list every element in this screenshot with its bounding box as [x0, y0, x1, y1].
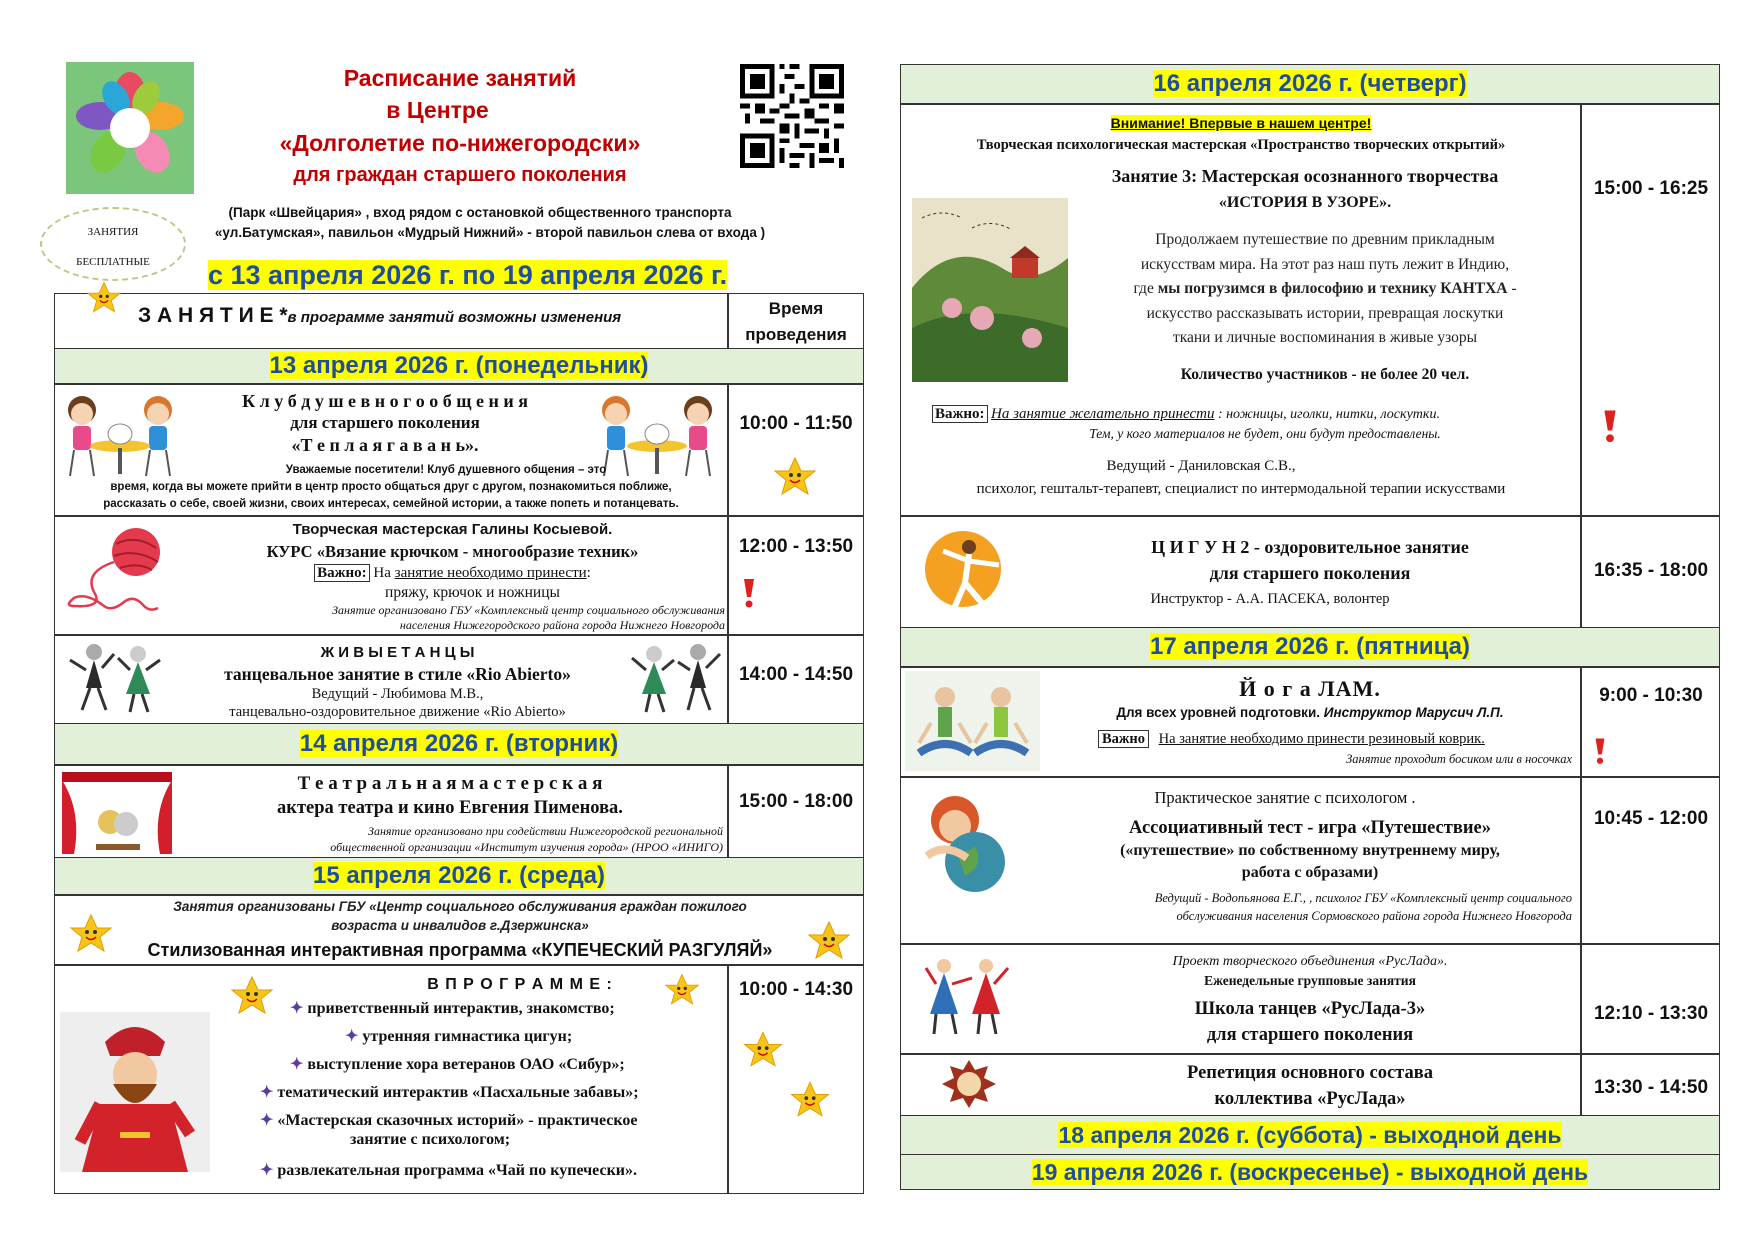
qigong-illustration — [913, 523, 1025, 618]
free-badge-line-2: БЕСПЛАТНЫЕ — [76, 256, 150, 268]
list-item: ✦ «Мастерская сказочных историй» - практическое — [260, 1112, 638, 1129]
time-knit: 12:00 - 13:50 — [738, 536, 854, 557]
free-badge-line-1: ЗАНЯТИЯ — [87, 226, 139, 238]
folk-dancers-illustration — [922, 954, 1012, 1036]
table-header-time: Время проведения — [745, 299, 847, 344]
day-label-tuesday: 14 апреля 2026 г. (вторник) — [299, 730, 619, 757]
dance-title: Ж И В Ы Е Т А Н Ц Ы танцевальное занятие в стиле «Rio Abierto» Ведущий - Любимова М.В., танцевально-оздоровительное движение «Rio Abierto» — [224, 644, 571, 720]
day-label-saturday: 18 апреля 2026 г. (суббота) - выходной день — [1058, 1122, 1562, 1148]
psych-line-1: Практическое занятие с психологом . — [1154, 788, 1416, 807]
kantha-embroidery-illustration — [912, 198, 1068, 382]
theatre-title: Т е а т р а л ь н а я м а с т е р с к а я актера театра и кино Евгения Пименова. — [277, 773, 623, 818]
qr-code — [740, 64, 844, 168]
workshop-line-3: «ИСТОРИЯ В УЗОРЕ». — [1218, 194, 1392, 211]
yoga-barefoot-note: Занятие проходит босиком или в носочках — [1346, 752, 1572, 766]
list-item: ✦ утренняя гимнастика цигун; — [345, 1028, 573, 1045]
knit-organizer: Занятие организовано ГБУ «Комплексный центр социального обслуживания населения Нижегородского района города Нижнего Новгорода — [332, 603, 725, 632]
title-line-3: «Долголетие по-нижегородски» — [279, 130, 641, 156]
title-line-4: для граждан старшего поколения — [293, 164, 627, 186]
knit-important: Важно: На занятие необходимо принести: — [180, 563, 725, 583]
psych-host: Ведущий - Водопьянова Е.Г., , психолог ГБУ «Комплексный центр социального обслуживания населения Сормовского района города Нижнего Новгорода — [1154, 891, 1572, 923]
knit-title: Творческая мастерская Галины Косыевой. КУРС «Вязание крючком - многообразие техник» — [266, 521, 639, 561]
yoga-title: Й о г а ЛАМ. — [1239, 676, 1381, 701]
star-icon — [82, 280, 126, 320]
club-title: К л у б д у ш е в н о г о о б щ е н и я для старшего поколения «Т е п л а я г а в а н ь». — [242, 391, 528, 455]
star-icon — [802, 920, 856, 966]
club-description: Уважаемые посетители! Клуб душевного общения – это время, когда вы можете прийти в центр просто общаться друг с другом, познакомиться поближе, рассказать о себе, своей жизни, своих интересах, семейной истории, а также попеть и потанцевать. — [103, 464, 679, 510]
day-label-wednesday: 15 апреля 2026 г. (среда) — [312, 862, 606, 889]
star-icon — [785, 1080, 835, 1124]
psychologist-illustration — [905, 786, 1025, 902]
ruslada-logo — [938, 1058, 1000, 1110]
page-title — [210, 62, 710, 202]
yarn-ball-illustration — [66, 522, 176, 614]
exclamation-icon — [740, 577, 758, 613]
yoga-important: Важно На занятие необходимо принести резиновый коврик. — [1098, 729, 1485, 749]
psych-title: Ассоциативный тест - игра «Путешествие» («путешествие» по собственному внутреннему миру, работа с образами) — [1120, 818, 1500, 881]
address-line-1: (Парк «Швейцария» , вход рядом с остановкой общественного транспорта — [228, 205, 732, 220]
title-line-1: Расписание занятий — [343, 65, 577, 91]
list-item-continuation: занятие с психологом; — [350, 1131, 511, 1148]
workshop-provided-note: Тем, у кого материалов не будет, они будут предоставлены. — [1089, 426, 1441, 441]
star-icon — [660, 972, 704, 1012]
address-line-2: «ул.Батумская», павильон «Мудрый Нижний» - второй павильон слева от входа ) — [214, 225, 766, 240]
qigong-title: Ц И Г У Н 2 - оздоровительное занятие для старшего поколения — [1151, 537, 1469, 583]
program-heading: В П Р О Г Р А М М Е : — [427, 976, 613, 993]
star-icon — [738, 1030, 788, 1074]
workshop-line-2: Занятие 3: Мастерская осознанного творчества — [1111, 166, 1499, 186]
rehearsal-title: Репетиция основного состава коллектива «РусЛада» — [1187, 1063, 1433, 1109]
attention-banner: Внимание! Впервые в нашем центре! — [1110, 115, 1372, 131]
table-header-lesson: З А Н Я Т И Е *в программе занятий возможны изменения — [138, 304, 622, 327]
yoga-illustration — [905, 671, 1040, 771]
time-rehearsal: 13:30 - 14:50 — [1593, 1077, 1709, 1098]
time-psych: 10:45 - 12:00 — [1593, 808, 1709, 829]
period-heading: с 13 апреля 2026 г. по 19 апреля 2026 г. — [208, 260, 728, 290]
dancers-illustration-left — [66, 640, 166, 714]
workshop-host: Ведущий - Даниловская С.В., психолог, гештальт-терапевт, специалист по интермодальной терапии искусствами — [976, 458, 1506, 497]
list-item: ✦ приветственный интерактив, знакомство; — [290, 1000, 615, 1017]
address — [175, 203, 785, 243]
dancers-illustration-right — [628, 640, 724, 714]
workshop-important: Важно: На занятие желательно принести : ножницы, иголки, нитки, лоскутки. — [932, 404, 1440, 425]
list-item: ✦ тематический интерактив «Пасхальные забавы»; — [260, 1084, 639, 1101]
ruslada-title: Школа танцев «РусЛада-3» для старшего поколения — [1194, 999, 1426, 1045]
day-label-friday: 17 апреля 2026 г. (пятница) — [1149, 633, 1470, 660]
list-item: ✦ выступление хора ветеранов ОАО «Сибур»; — [290, 1056, 625, 1073]
logo-flower — [66, 62, 194, 194]
time-qigong: 16:35 - 18:00 — [1593, 560, 1709, 581]
ruslada-project: Проект творческого объединения «РусЛада». Еженедельные групповые занятия — [1172, 954, 1448, 988]
knit-items: пряжу, крючок и ножницы — [385, 584, 560, 601]
workshop-line-1: Творческая психологическая мастерская «Пространство творческих открытий» — [976, 137, 1506, 153]
time-theatre: 15:00 - 18:00 — [738, 791, 854, 812]
list-item: ✦ развлекательная программа «Чай по купечески». — [260, 1162, 637, 1179]
yoga-level: Для всех уровней подготовки. Инструктор Марусич Л.П. — [1116, 705, 1504, 720]
star-icon — [768, 456, 822, 502]
qigong-instructor: Инструктор - А.А. ПАСЕКА, волонтер — [1150, 591, 1390, 607]
time-yoga: 9:00 - 10:30 — [1599, 685, 1703, 706]
theatre-curtain-illustration — [62, 772, 172, 854]
time-ruslada: 12:10 - 13:30 — [1593, 1003, 1709, 1024]
exclamation-icon — [1600, 407, 1620, 449]
program-title: Стилизованная интерактивная программа «КУПЕЧЕСКИЙ РАЗГУЛЯЙ» — [147, 940, 773, 960]
time-workshop: 15:00 - 16:25 — [1593, 178, 1709, 199]
merchant-illustration — [60, 1012, 210, 1172]
theatre-organizer: Занятие организовано при содействии Нижегородской региональной общественной организации «Институт изучения города» (НРОО «ИНИГО) — [330, 824, 723, 854]
day-label-sunday: 19 апреля 2026 г. (воскресенье) - выходной день — [1031, 1159, 1589, 1185]
time-dance: 14:00 - 14:50 — [738, 664, 854, 685]
wednesday-organizer: Занятия организованы ГБУ «Центр социального обслуживания граждан пожилого возраста и инвалидов г.Дзержинска» — [173, 899, 747, 933]
star-icon — [64, 913, 118, 959]
time-club: 10:00 - 11:50 — [739, 413, 853, 434]
time-program: 10:00 - 14:30 — [738, 979, 854, 1000]
day-label-thursday: 16 апреля 2026 г. (четверг) — [1153, 70, 1467, 97]
day-label-monday: 13 апреля 2026 г. (понедельник) — [269, 352, 649, 379]
workshop-description: Продолжаем путешествие по древним прикладным искусствам мира. На этот раз наш путь лежит в Индию, где мы погрузимся в философию и технику КАНТХА - искусство рассказывать истории, превращая лоскутки ткани и личные воспоминания в живые узоры — [1133, 231, 1517, 346]
workshop-capacity: Количество участников - не более 20 чел. — [1180, 366, 1470, 383]
free-badge — [40, 207, 186, 281]
exclamation-icon — [1592, 736, 1608, 770]
star-icon — [225, 975, 279, 1021]
title-line-2: в Центре — [386, 97, 489, 123]
